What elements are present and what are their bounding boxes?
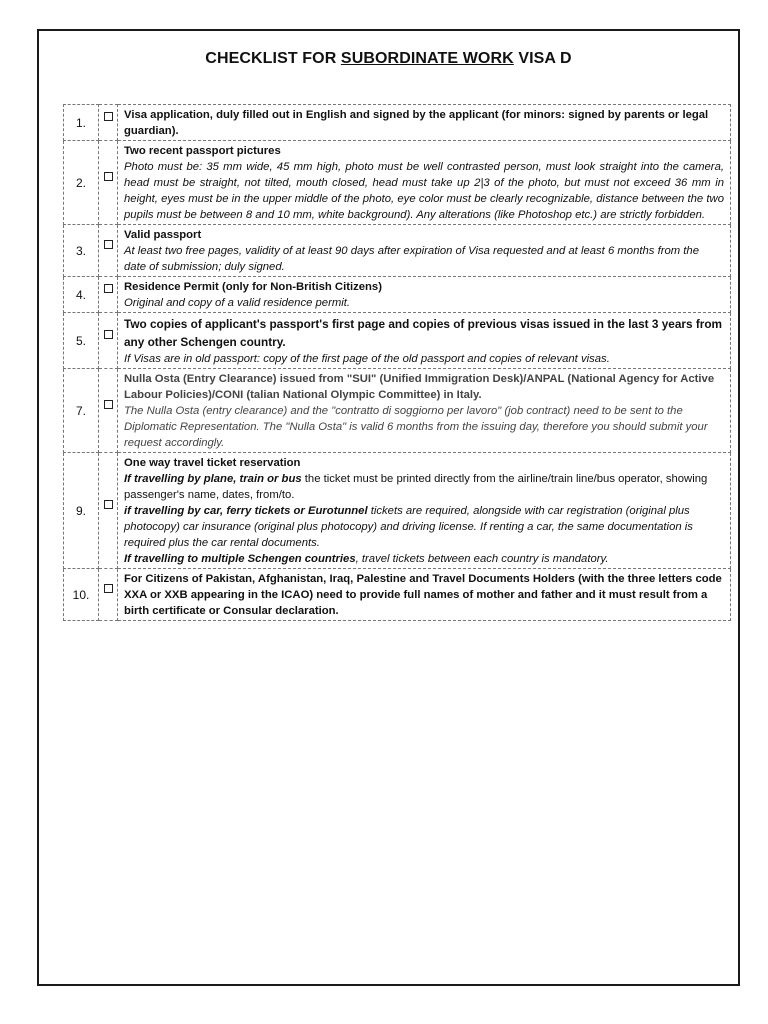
item-heading: Residence Permit (only for Non-British Citizens) xyxy=(124,281,382,293)
car-text: tickets are required, alongside with car registration (original plus photocopy) car insurance (original plus photocopy) and driving license. If renting a car, the same documentation is required plus the car rental documents. xyxy=(124,505,693,549)
item-heading: Two copies of applicant's passport's first page and copies of previous visas issued in the last 3 years from any other Schengen country. xyxy=(124,317,723,349)
plane-text: the ticket must be printed directly from the airline/train line/bus operator, showing passenger's name, dates, from/to. xyxy=(124,473,708,501)
title-prefix: CHECKLIST FOR xyxy=(205,50,341,67)
item-content xyxy=(118,313,731,369)
plane-condition: If travelling by plane, train or bus xyxy=(124,473,302,485)
item-number: 3. xyxy=(64,225,99,277)
checkbox-item-5[interactable] xyxy=(99,313,118,369)
checklist-row-10 xyxy=(64,569,731,621)
checklist-row-1 xyxy=(64,105,731,141)
multi-country-condition: If travelling to multiple Schengen countries xyxy=(124,553,356,565)
item-heading: For Citizens of Pakistan, Afghanistan, Iraq, Palestine and Travel Documents Holders (with the three letters code XXA or XXB appearing in the ICAO) need to provide full names of mother and father and it must result from a birth certificate or Consular declaration. xyxy=(124,573,722,617)
checkbox-icon xyxy=(104,112,113,121)
item-heading: One way travel ticket reservation xyxy=(124,457,301,469)
checklist-row-2 xyxy=(64,141,731,225)
item-number: 1. xyxy=(64,105,99,141)
checklist-row-9 xyxy=(64,453,731,569)
checklist-table xyxy=(63,104,731,621)
checklist-row-3 xyxy=(64,225,731,277)
checkbox-item-10[interactable] xyxy=(99,569,118,621)
multi-country-text: , travel tickets between each country is mandatory. xyxy=(355,553,609,565)
checkbox-item-4[interactable] xyxy=(99,277,118,313)
item-content xyxy=(118,369,731,453)
checkbox-icon xyxy=(104,284,113,293)
checklist-row-5 xyxy=(64,313,731,369)
checkbox-item-7[interactable] xyxy=(99,369,118,453)
title-suffix: VISA D xyxy=(513,50,572,67)
item-heading-paren: (for minors: signed by parents or legal guardian). xyxy=(124,109,709,137)
item-number: 10. xyxy=(64,569,99,621)
item-detail: The Nulla Osta (entry clearance) and the "contratto di soggiorno per lavoro" (job contract) need to be sent to the Diplomatic Representation. The "Nulla Osta" is valid 6 months from the issuing day, therefore you should submit your request accordingly. xyxy=(124,405,708,449)
item-heading: Nulla Osta (Entry Clearance) issued from "SUI" (Unified Immigration Desk)/ANPAL (National Agency for Active Labour Policies)/CONI (talian National Olympic Committee) in Italy. xyxy=(124,373,715,401)
item-detail: Original and copy of a valid residence permit. xyxy=(124,297,351,309)
checkbox-icon xyxy=(104,330,113,339)
item-number: 2. xyxy=(64,141,99,225)
item-content xyxy=(118,453,731,569)
car-condition: if travelling by car, ferry tickets or Eurotunnel xyxy=(124,505,368,517)
checkbox-icon xyxy=(104,240,113,249)
checkbox-icon xyxy=(104,172,113,181)
checkbox-icon xyxy=(104,400,113,409)
item-content xyxy=(118,141,731,225)
item-detail: Photo must be: 35 mm wide, 45 mm high, photo must be well contrasted person, must look straight into the camera, head must be straight, not tilted, mouth closed, head must take up 2|3 of the photo, but must not exceed 36 mm in height, eyes must be in the upper middle of the photo, eye color must be clearly recognizable, distance between the two pupils must be between 8 and 10 mm, white background). Any alterations (like Photoshop etc.) are strictly forbidden. xyxy=(124,161,724,221)
title-underlined: SUBORDINATE WORK xyxy=(340,50,514,67)
item-detail: If Visas are in old passport: copy of the first page of the old passport and copies of relevant visas. xyxy=(124,353,610,365)
checkbox-item-9[interactable] xyxy=(99,453,118,569)
item-heading: Valid passport xyxy=(124,229,202,241)
item-number: 5. xyxy=(64,313,99,369)
page-title xyxy=(37,50,740,68)
item-heading: Two recent passport pictures xyxy=(124,145,281,157)
item-number: 9. xyxy=(64,453,99,569)
checklist-row-7 xyxy=(64,369,731,453)
checklist-row-4 xyxy=(64,277,731,313)
item-content xyxy=(118,569,731,621)
checkbox-icon xyxy=(104,500,113,509)
item-detail: At least two free pages, validity of at least 90 days after expiration of Visa requested and at least 6 months from the date of submission; duly signed. xyxy=(124,245,699,273)
item-content xyxy=(118,225,731,277)
checkbox-item-2[interactable] xyxy=(99,141,118,225)
checkbox-icon xyxy=(104,584,113,593)
checkbox-item-3[interactable] xyxy=(99,225,118,277)
item-number: 4. xyxy=(64,277,99,313)
item-number: 7. xyxy=(64,369,99,453)
item-content xyxy=(118,105,731,141)
checkbox-item-1[interactable] xyxy=(99,105,118,141)
item-heading: Visa application, duly filled out in English and signed by the applicant xyxy=(124,109,499,121)
item-content xyxy=(118,277,731,313)
